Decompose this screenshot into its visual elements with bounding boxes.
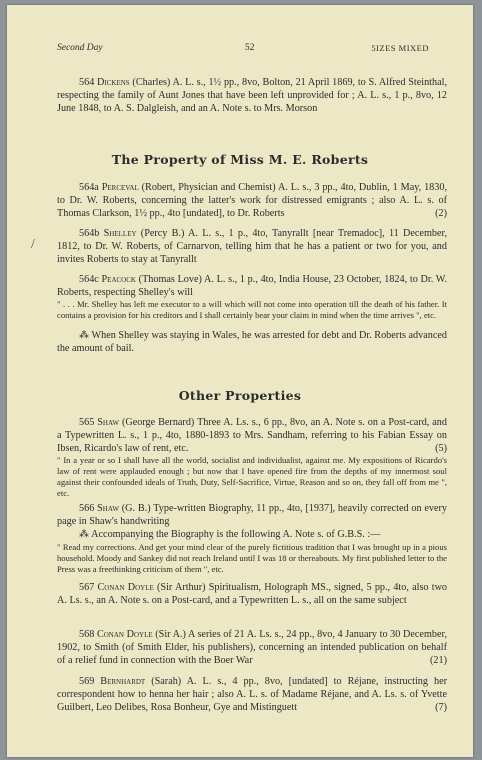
lot-566 (57, 502, 447, 528)
lot-567 (57, 581, 447, 607)
lot-description: (Sir A.) A series of 21 A. Ls. s., 24 pp., 8vo, 4 January to 30 December, 1902, to Smith (of Smith Elder, his publishers), concerning an intended publication on behalf of a relief fund in connection with the Boer War (57, 629, 448, 667)
lot-description: (George Bernard) Three A. Ls. s., 6 pp., 8vo, an A. Note s. on a Post-card, and a Typewritten L. s., 1 p., 4to, 1880-1893 to Mrs. Sandham, referring to his Fabian Essay on Ibsen, Ricardo's law of rent, etc. (57, 417, 447, 455)
lot-565 (57, 416, 447, 456)
lot-number: 569 (79, 676, 95, 687)
lot-564c (57, 273, 447, 299)
lot-569 (57, 675, 447, 715)
lot-description: (Sir Arthur) Spiritualism, Holograph MS., signed, 5 pp., 4to, also two A. Ls. s., an A. Note s. on a Post-card, and a Typewritten L. s., all on the same subject (57, 582, 448, 607)
lot-number: 564c (79, 274, 99, 285)
lot-author: Peacock (101, 274, 136, 285)
lot-564 (57, 76, 447, 116)
lot-564b (57, 227, 447, 267)
lot-number: 564a (79, 182, 99, 193)
lot-author: Bernhardt (100, 676, 146, 687)
lot-description: (Sarah) A. L. s., 4 pp., 8vo, [undated] to Réjane, instructing her correspondent how to henna her hair ; also A. L. s. of Madame Réjane, and A. Ls. s. of Yvette Guilbert, Leo Delibes, Rosa Bonheur, Gye and Mistinguett (57, 676, 448, 714)
lot-565-quote: " In a year or so I shall have all the world, socialist and individualist, against me. My expositions of Ricardo's law of rent were applauded enough ; but now that I have opened fire from the depths of my innermost soul against their confounded ideals of Truth, Duty, Self-Sacrifice, Virtue, Reason and so on, they fall off from me ", etc. (57, 455, 447, 498)
section-heading-other: Other Properties (178, 388, 302, 403)
header-day: Second Day (57, 43, 103, 53)
pencil-tick-mark: / (31, 237, 35, 252)
lot-author: Conan Doyle (97, 582, 154, 593)
lot-568 (57, 628, 447, 668)
lot-number: 565 (79, 417, 95, 428)
lot-564c-note: ⁂ When Shelley was staying in Wales, he was arrested for debt and Dr. Roberts advanced the amount of bail. (57, 330, 447, 355)
header-section: 5IZES MIXED (371, 43, 429, 53)
lot-count: (2) (435, 208, 447, 220)
lot-number: 564 (79, 77, 95, 88)
lot-564a (57, 181, 447, 221)
lot-author: Shaw (97, 417, 120, 428)
lot-author: Dickens (97, 77, 130, 88)
lot-description: (Charles) A. L. s., 1½ pp., 8vo, Bolton, 21 April 1869, to S. Alfred Steinthal, respecting the family of Aunt Jones that have been left unprovided for ; A. L. s., 1 p., 8vo, 12 June 1848, to A. S. Dalgleish, and an A. Note s. to Mrs. Morson (57, 77, 448, 115)
lot-564c-quote: " . . . Mr. Shelley has left me executor to a will which will not come into operation till the death of his father. It contains a provision for his creditors and I shall certainly bear your claim in mind when the time arrives ", etc. (57, 299, 447, 320)
page-number: 52 (245, 43, 255, 53)
catalogue-page (7, 5, 473, 757)
lot-description: (G. B.) Type-written Biography, 11 pp., 4to, [1937], heavily corrected on every page in Shaw's handwriting (57, 503, 448, 528)
lot-author: Shaw (97, 503, 119, 514)
lot-description: (Robert, Physician and Chemist) A. L. s., 3 pp., 4to, Dublin, 1 May, 1830, to Dr. W. Roberts, concerning the latter's work for distressed emigrants ; also A. L. s. of Thomas Clarkson, 1½ pp., 4to [undated], to Dr. Roberts (57, 182, 448, 220)
lot-description: (Percy B.) A. L. s., 1 p., 4to, Tanyrallt [near Tremadoc], 11 December, 1812, to Dr. W. Roberts, of Carnarvon, telling him that he has a patient or two for you, and invites Roberts to stay at Tanyrallt (57, 228, 448, 266)
lot-number: 567 (79, 582, 95, 593)
lot-number: 568 (79, 629, 95, 640)
lot-count: (21) (430, 655, 447, 667)
lot-description: (Thomas Love) A. L. s., 1 p., 4to, India House, 23 October, 1824, to Dr. W. Roberts, respecting Shelley's will (57, 274, 447, 299)
lot-number: 564b (79, 228, 100, 239)
lot-author: Shelley (103, 228, 137, 239)
lot-566-quote: " Read my corrections. And get your mind clear of the purely fictitious tradition that I was brought up in a pious household. Moody and Sankey did not reach Ireland until I was 18 or thereabouts. My first published letter to the Press was a freethinking criticism of them ", etc. (57, 542, 447, 574)
section-heading-roberts: The Property of Miss M. E. Roberts (111, 152, 369, 167)
lot-count: (7) (435, 702, 447, 714)
lot-author: Perceval (101, 182, 139, 193)
lot-count: (5) (435, 443, 447, 455)
lot-566-note: ⁂ Accompanying the Biography is the following A. Note s. of G.B.S. :— (79, 529, 381, 540)
lot-number: 566 (79, 503, 95, 514)
lot-author: Conan Doyle (96, 629, 153, 640)
